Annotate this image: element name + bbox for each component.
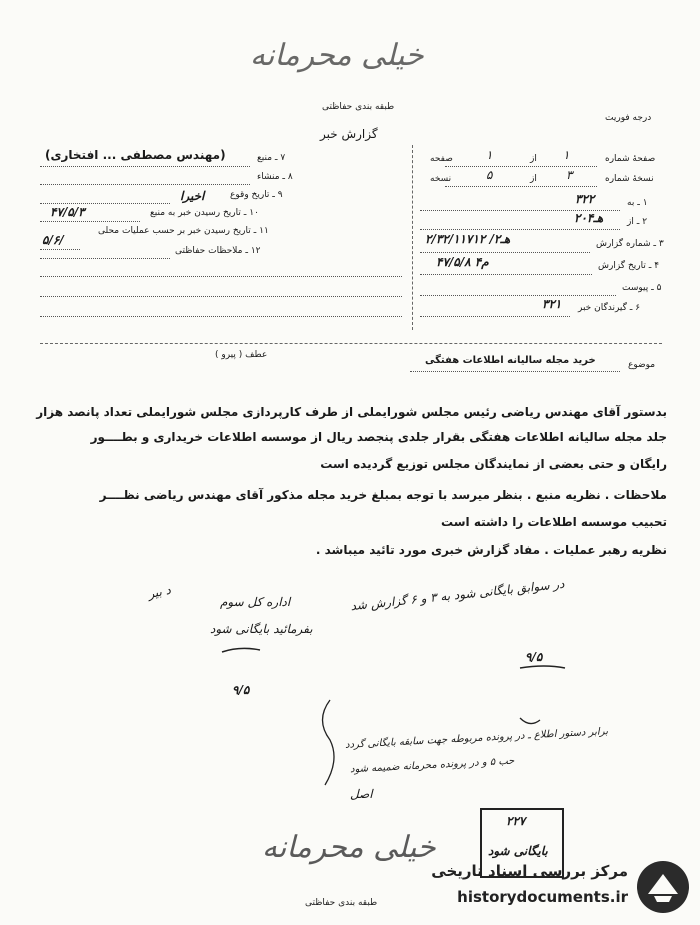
field-local-received-label: ۱۱ ـ تاریخ رسیدن خبر بر حسب عملیات محلی (98, 226, 269, 236)
report-type-title: گزارش خبر (320, 127, 378, 141)
copy-of-label: از (530, 174, 537, 184)
archive-box-label: بایگانی شود (488, 844, 548, 858)
page-of-label: از (530, 154, 537, 164)
copy-unit-label: نسخه (430, 174, 452, 184)
analyst-line: نظریه رهبر عملیات . مفاد گزارش خبری مورد تائید میباشد . (315, 543, 667, 557)
subject-label: موضوع (628, 360, 656, 370)
body-line: جلد مجله سالیانه اطلاعات هفتگی بقرار جلدی پنجصد ریال از موسسه اطلاعات خریداری و بطــــور (90, 430, 667, 444)
page-number-value: ۱ (563, 148, 570, 162)
field-security-remarks-label: ۱۲ ـ ملاحظات حفاظتی (175, 246, 261, 256)
watermark-url: historydocuments.ir (457, 888, 628, 906)
field-to-value: ۳۲۲ (575, 192, 595, 206)
annotation-note-line1: اداره کل سوم (220, 595, 291, 609)
subject-text: خرید مجله سالیانه اطلاعات هفتگی (425, 355, 596, 366)
field-report-number-value: ۲/۳۲/۱۱۷۱۲ /۲هـ (425, 232, 511, 246)
annotation-left-signature: د بیر (146, 582, 172, 602)
field-to-label: ۱ ـ به (627, 198, 648, 208)
body-line: بدستور آقای مهندس ریاضی رئیس مجلس شورایملی از طرف کارپردازی مجلس شورایملی تعداد پانصد هزار (36, 405, 667, 419)
field-report-number-label: ۳ ـ شماره گزارش (596, 239, 664, 249)
watermark-logo-icon (634, 858, 692, 916)
annotation-lower-note2: حب ۵ و در پرونده محرمانه ضمیمه شود (349, 755, 515, 776)
field-local-received-value: ۵/۶/ (42, 233, 64, 247)
body-line: رایگان و حتی بعضی از نمایندگان مجلس توزیع گردیده است (320, 457, 667, 471)
watermark-title: مرکز بررسی اسناد تاریخی (431, 862, 628, 880)
annotation-date: ۹/۵ (525, 650, 543, 664)
page-number-label: صفحهٔ شماره (605, 154, 656, 164)
top-classification-stamp: خیلی محرمانه (250, 38, 424, 73)
field-origin-label: ۸ ـ منشاء (257, 172, 293, 182)
field-source-received-value: ۴۷/۵/۳ (50, 205, 85, 219)
copy-number-value: ۳ (566, 168, 573, 182)
field-attachment-label: ۵ ـ پیوست (622, 283, 662, 293)
annotation-lower-note1: برابر دستور اطلاع ـ در پرونده مربوطه جهت سابقه بایگانی گردد (344, 726, 609, 751)
field-source-label: ۷ ـ منبع (257, 153, 286, 163)
remarks-line: ملاحظات . نظریه منبع . بنظر میرسد با توجه بمبلغ خرید مجله مذکور آقای مهندس ریاضی نظــــر (99, 488, 667, 502)
annotation-center-note: در سوابق بایگانی شود به ۳ و ۶ گزارش شد (349, 576, 566, 614)
watermark (420, 856, 694, 920)
field-source-value: (مهندس مصطفی ... افتخاری) (45, 148, 226, 162)
field-report-date-value: ۴۷/۵/۸ م۴ (436, 255, 489, 269)
bottom-classification-label: طبقه بندی حفاظتی (305, 898, 378, 908)
bottom-classification-stamp: خیلی محرمانه (262, 830, 436, 865)
field-occurrence-date-label: ۹ ـ تاریخ وقوع (230, 190, 283, 200)
page-unit-label: صفحه (430, 154, 453, 164)
urgency-label: درجه فوریت (605, 113, 652, 123)
annotation-lower-signature: اصل (350, 787, 373, 801)
field-report-date-label: ۴ ـ تاریخ گزارش (598, 261, 660, 271)
archive-box-number: ۲۲۷ (506, 814, 526, 828)
annotation-date: ۹/۵ (232, 683, 250, 697)
reference-label: عطف ( پیرو ) (215, 350, 268, 360)
top-classification-label: طبقه بندی حفاظتی (322, 102, 395, 112)
annotation-note-line2: بفرمائید بایگانی شود (210, 622, 313, 636)
field-from-label: ۲ ـ از (627, 217, 648, 227)
field-recipients-label: ۶ ـ گیرندگان خبر (578, 303, 641, 313)
field-occurrence-date-value: اخیرا (180, 189, 205, 203)
copy-number-label: نسخهٔ شماره (605, 174, 654, 184)
field-source-received-label: ۱۰ ـ تاریخ رسیدن خبر به منبع (150, 208, 259, 218)
copy-total-value: ۵ (486, 168, 493, 182)
field-from-value: ۲۰هـ۴ (574, 211, 604, 225)
remarks-line: تحبیب موسسه اطلاعات را داشته است (441, 515, 667, 529)
page-total-value: ۱ (486, 148, 493, 162)
field-recipients-value: ۳۲۱ (542, 297, 562, 311)
